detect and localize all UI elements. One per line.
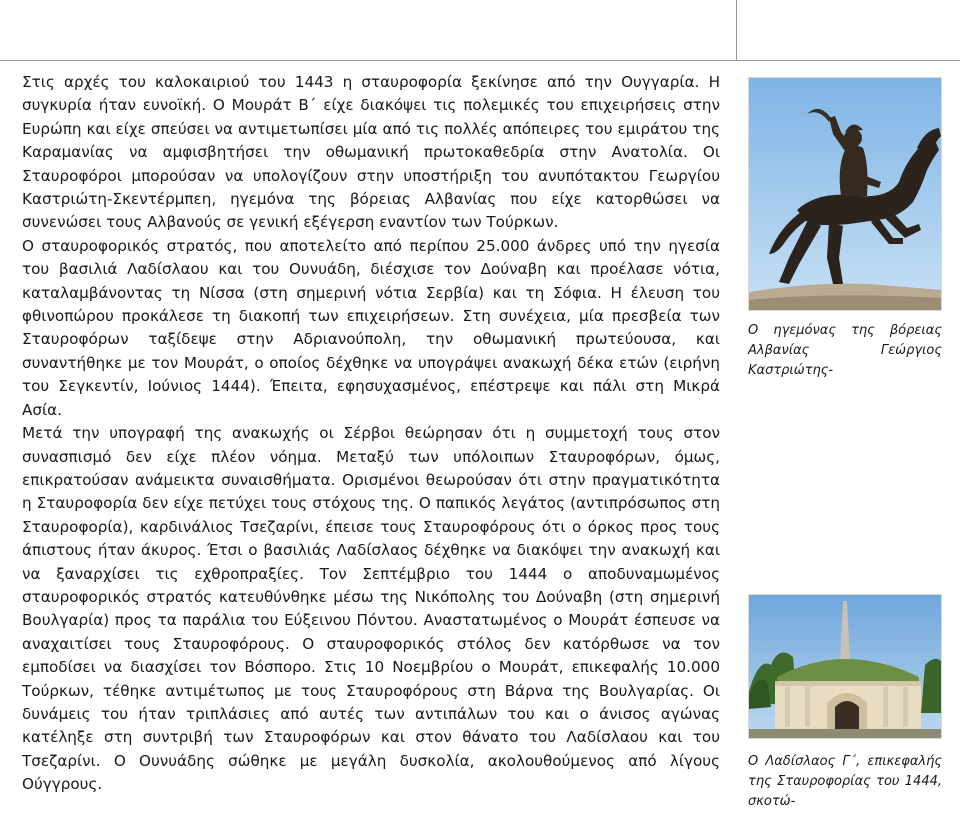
page-margin-horizontal-rule	[0, 60, 960, 61]
mausoleum-photo	[748, 594, 942, 739]
paragraph-1: Στις αρχές του καλοκαιριού του 1443 η σταυροφορία ξεκίνησε από την Ουγγαρία. Η συγκυρία ήταν ευνοϊκή. Ο Μουράτ Β΄ είχε διακόψει τις πολεμικές του επιχειρήσεις στην Ευρώπη και είχε σπεύσει να αντιμετωπίσει μία από τις πολλές απόπειρες του εμιράτου της Καραμανίας να αμφισβητήσει την οθωμανική πρωτοκαθεδρία στην Ανατολία. Οι Σταυροφόροι μπορούσαν να υπολογίζουν στην υποστήριξη του ανυπότακτου Γεωργίου Καστριώτη-Σκεντέρμπεη, ηγεμόνα της βόρειας Αλβανίας που είχε κατορθώσει να συνενώσει τους Αλβανούς σε γενική εξέγερση εναντίον των Τούρκων.	[22, 73, 720, 232]
paragraph-2: Ο σταυροφορικός στρατός, που αποτελείτο από περίπου 25.000 άνδρες υπό την ηγεσία του βασιλιά Λαδίσλαου και του Ουνυάδη, διέσχισε τον Δούναβη και προέλασε νότια, καταλαμβάνοντας τη Νίσσα (στη σημερινή νότια Σερβία) και τη Σόφια. Η έλευση του φθινοπώρου προκάλεσε τη διακοπή των επιχειρήσεων. Στη συνέχεια, μία πρεσβεία των Σταυροφόρων ταξίδεψε στην Αδριανούπολη, την οθωμανική πρωτεύουσα, και συναντήθηκε με τον Μουράτ, ο οποίος δέχθηκε να υπογράψει ανακωχή δέκα ετών (ειρήνη του Σεγκεντίν, Ιούνιος 1444). Έπειτα, εφησυχασμένος, επέστρεψε και πάλι στη Μικρά Ασία.	[22, 236, 720, 419]
page-margin-vertical-rule	[736, 0, 737, 60]
mausoleum-caption: Ο Λαδίσλαος Γ΄, επικεφαλής της Σταυροφορίας του 1444, σκοτώ-	[748, 754, 942, 809]
article-body	[22, 71, 720, 797]
statue-caption: Ο ηγεμόνας της βόρειας Αλβανίας Γεώργιος Καστριώτης-	[748, 323, 942, 378]
paragraph-3: Μετά την υπογραφή της ανακωχής οι Σέρβοι θεώρησαν ότι η συμμετοχή τους στον συνασπισμό δεν είχε πλέον νόημα. Μεταξύ των υπόλοιπων Σταυροφόρων, όμως, επικρατούσαν ανάμεικτα συναισθήματα. Ορισμένοι θεωρούσαν ότι στην πραγματικότητα η Σταυροφορία δεν είχε πετύχει τους στόχους της. Ο παπικός λεγάτος (αντιπρόσωπος στη Σταυροφορία), καρδινάλιος Τσεζαρίνι, έπεισε τους Σταυροφόρους ότι ο όρκος προς τους άπιστους ήταν άκυρος. Έτσι ο βασιλιάς Λαδίσλαος δέχθηκε να διακόψει την ανακωχή και να ξαναρχίσει τις εχθροπραξίες. Τον Σεπτέμβριο του 1444 ο αποδυναμωμένος σταυροφορικός στρατός κατευθύνθηκε μέσω της Νικόπολης του Δούναβη (στη σημερινή Βουλγαρία) προς τα παράλια του Εύξεινου Πόντου. Αναστατωμένος ο Μουράτ έσπευσε να αναχαιτίσει τους Σταυροφόρους. Ο σταυροφορικός στόλος δεν κατόρθωσε να τον εμποδίσει να διασχίσει τον Βόσπορο. Στις 10 Νοεμβρίου ο Μουράτ, επικεφαλής 10.000 Τούρκων, τέθηκε αντιμέτωπος με τους Σταυροφόρους στη Βάρνα της Βουλγαρίας. Οι δυνάμεις του ήταν τριπλάσιες από αυτές των αντιπάλων του και ο άνισος αγώνας κατέληξε στη συντριβή των Σταυροφόρων και στον θάνατο του Λαδίσλαου και του Τσεζαρίνι. Ο Ουνυάδης σώθηκε με μεγάλη δυσκολία, ακολουθούμενος από λίγους Ούγγρους.	[22, 424, 720, 794]
equestrian-statue-photo	[748, 77, 942, 311]
